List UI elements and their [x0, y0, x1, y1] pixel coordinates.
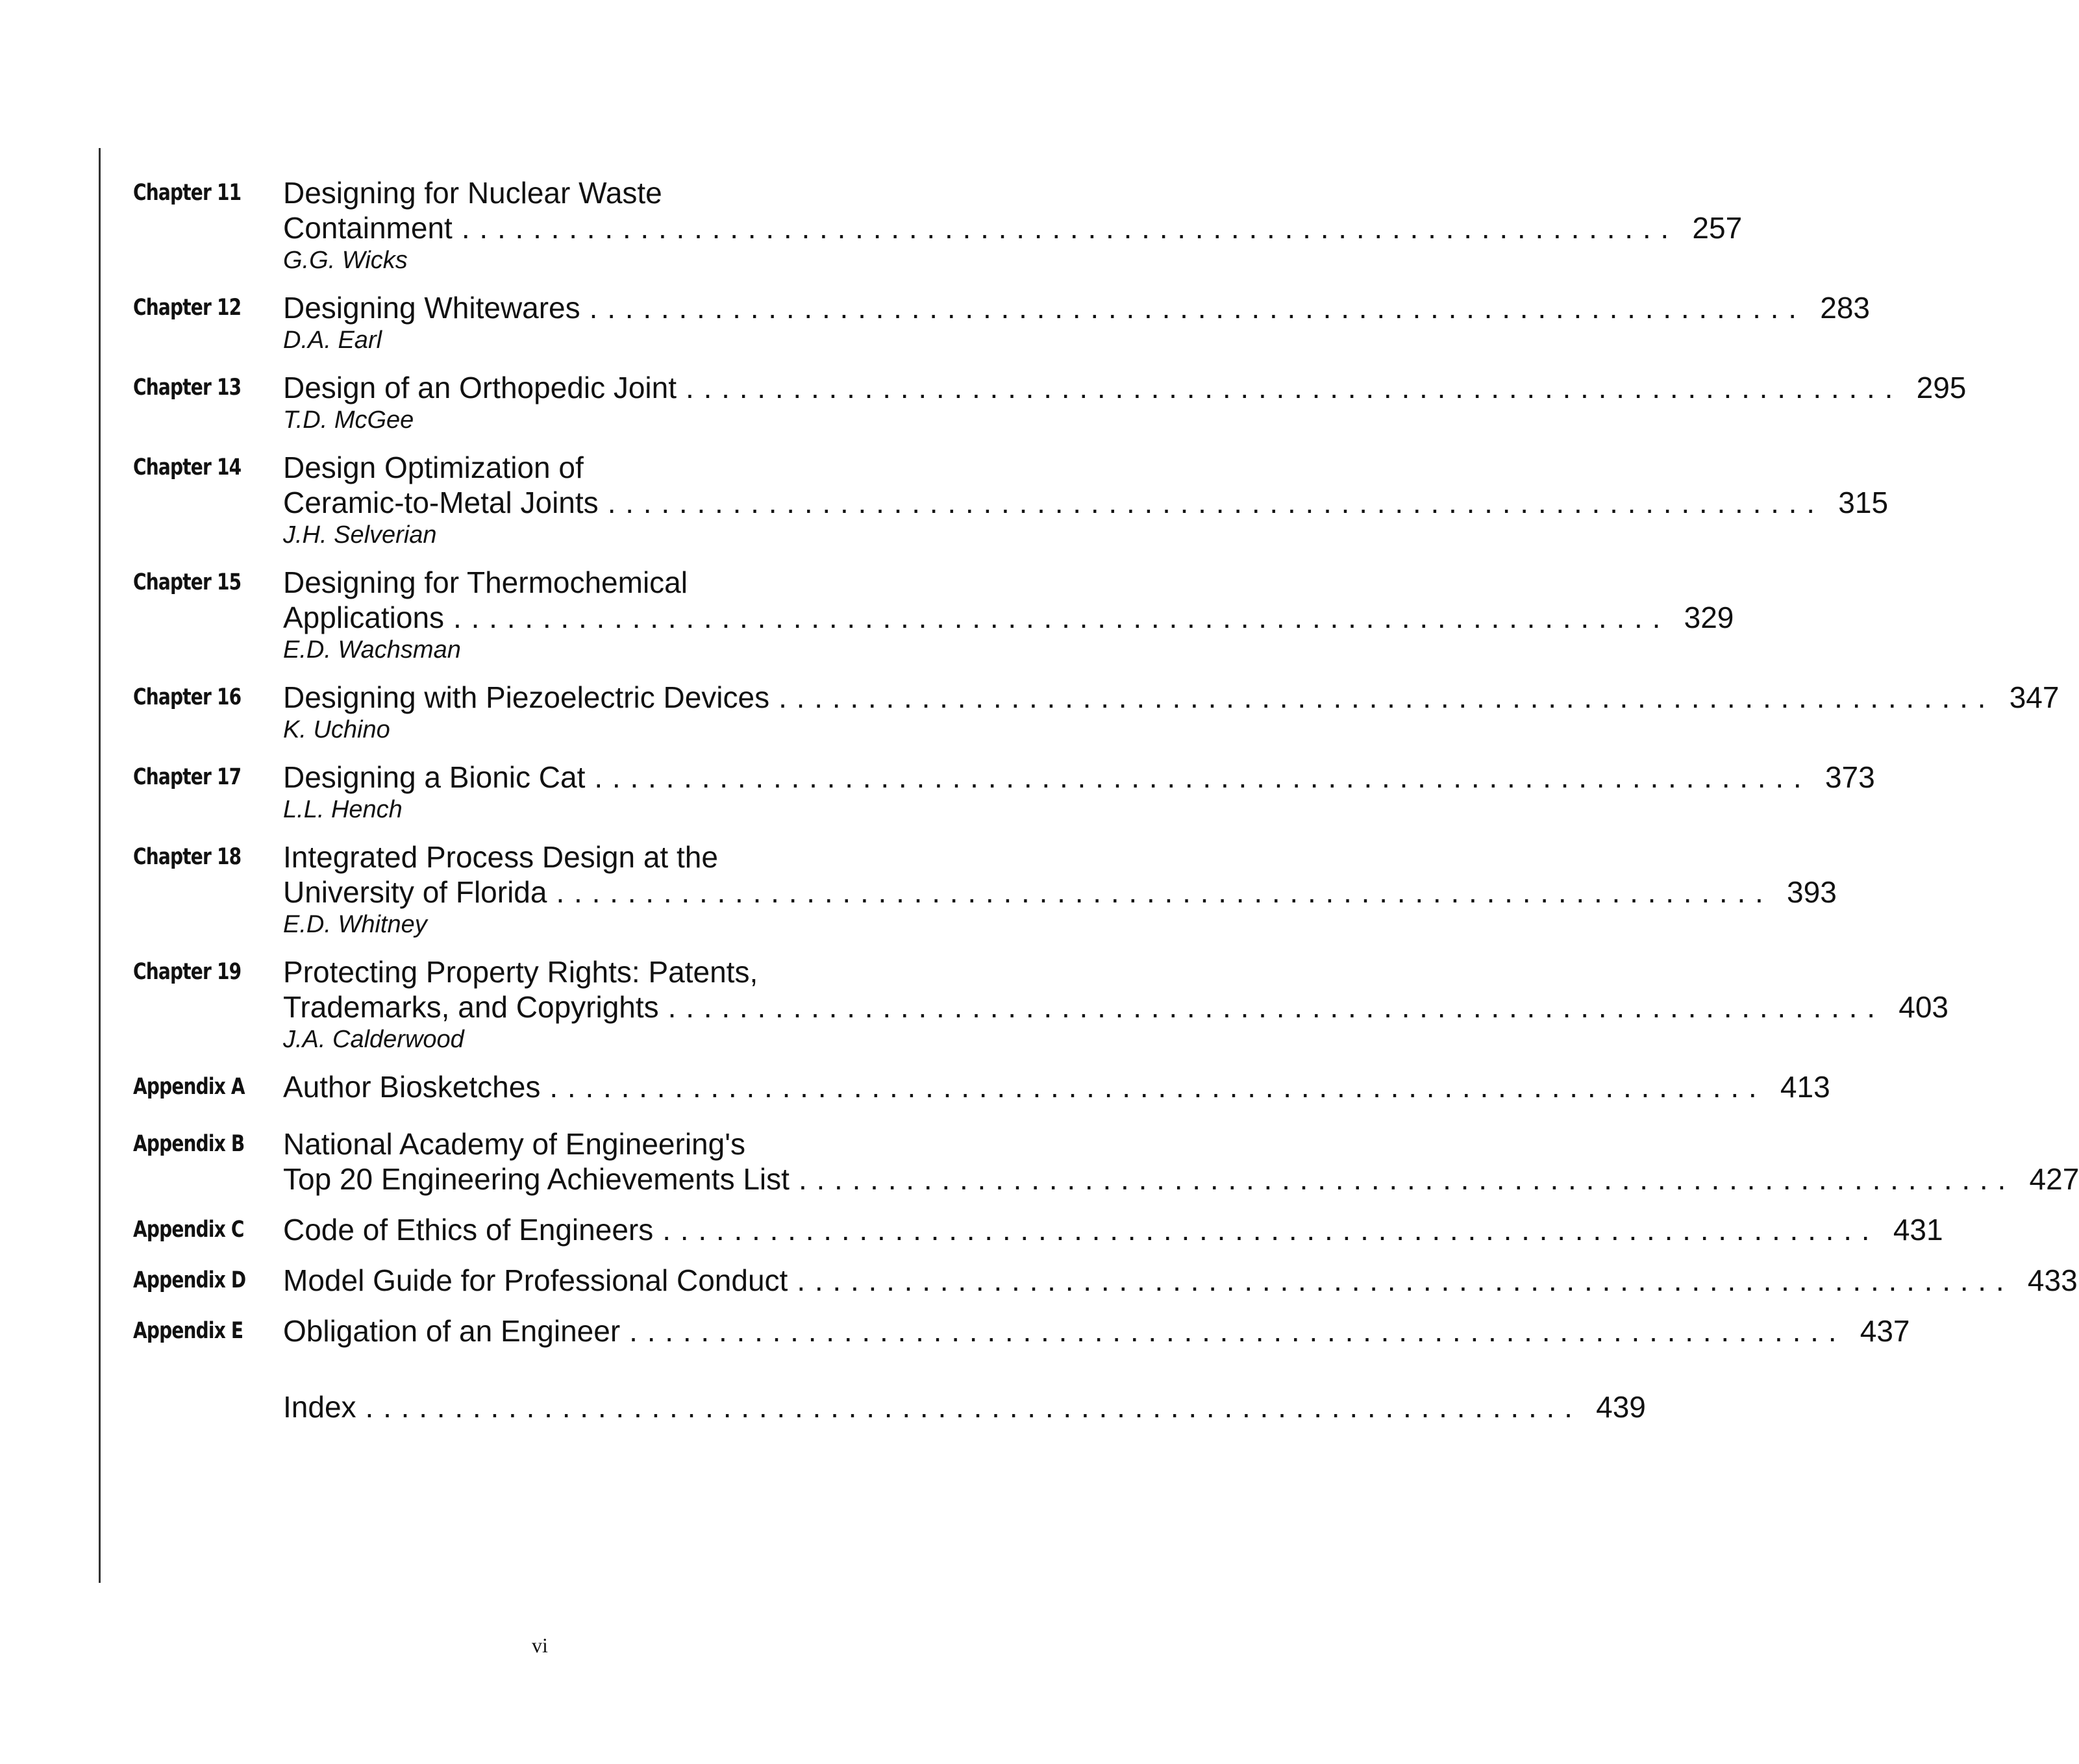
entry-label: Chapter 15: [133, 569, 242, 595]
index-title: Index: [283, 1390, 356, 1424]
entry-title-last-line: [283, 485, 1888, 520]
toc-entry-appendix-d[interactable]: [133, 1263, 2078, 1298]
entry-label: Chapter 17: [133, 764, 242, 790]
entry-title-line: Integrated Process Design at the: [283, 840, 718, 874]
entry-title-line: Design Optimization of: [283, 451, 584, 484]
page-number: 373: [1824, 760, 1875, 794]
dot-leader: [540, 1069, 1757, 1104]
entry-title-line: Code of Ethics of Engineers: [283, 1213, 654, 1247]
entry-title-line: Containment: [283, 211, 453, 245]
page-number: 283: [1820, 291, 1870, 325]
page-number: 403: [1898, 990, 1948, 1024]
toc-entry-chapter-16[interactable]: [133, 680, 2060, 745]
entry-body: [283, 760, 1875, 825]
entry-author: E.D. Whitney: [283, 911, 427, 938]
entry-title-last-line: [283, 370, 1966, 405]
entry-body: [283, 1212, 1943, 1247]
entry-body: [283, 680, 2059, 745]
entry-title-line: Design of an Orthopedic Joint: [283, 371, 677, 404]
dot-leader: [585, 760, 1802, 795]
entry-label: Appendix A: [133, 1074, 245, 1100]
toc-entry-chapter-17[interactable]: [133, 760, 1875, 825]
toc-entry-appendix-c[interactable]: [133, 1212, 1943, 1247]
entry-title-line: Designing a Bionic Cat: [283, 760, 586, 794]
toc-entry-index[interactable]: [133, 1389, 1646, 1424]
entry-body: [283, 1126, 2079, 1197]
entry-title-line: Protecting Property Rights: Patents,: [283, 955, 758, 989]
entry-title-last-line: [283, 1389, 1646, 1424]
toc-entry-chapter-14[interactable]: [133, 450, 1889, 550]
entry-label: Appendix C: [133, 1217, 244, 1243]
entry-title-line: Designing with Piezoelectric Devices: [283, 680, 770, 714]
entry-title-line: National Academy of Engineering's: [283, 1127, 745, 1161]
entry-label: Appendix E: [133, 1318, 243, 1344]
entry-title-line: Obligation of an Engineer: [283, 1314, 621, 1348]
dot-leader: [620, 1313, 1837, 1348]
entry-body: [283, 450, 1888, 550]
page-number: 347: [2009, 680, 2060, 714]
entry-title-last-line: [283, 210, 1742, 245]
entry-body: [283, 565, 1734, 665]
entry-body: [283, 175, 1742, 275]
dot-leader: [790, 1162, 2006, 1197]
entry-label: Chapter 12: [133, 295, 242, 321]
dot-leader: [453, 210, 1669, 245]
dot-leader: [677, 370, 1893, 405]
entry-label: Chapter 13: [133, 375, 242, 401]
entry-title-last-line: [283, 1212, 1943, 1247]
entry-author: T.D. McGee: [283, 406, 414, 434]
entry-title-last-line: [283, 875, 1837, 910]
toc-entry-chapter-12[interactable]: [133, 290, 1870, 355]
toc-entry-appendix-a[interactable]: [133, 1069, 1830, 1104]
page-number: 431: [1893, 1213, 1943, 1247]
page-number: 329: [1684, 601, 1734, 634]
entry-author: L.L. Hench: [283, 796, 403, 823]
dot-leader: [599, 485, 1815, 520]
margin-rule: [99, 148, 101, 1583]
toc-entry-appendix-e[interactable]: [133, 1313, 1910, 1348]
dot-leader: [444, 600, 1661, 635]
entry-author: G.G. Wicks: [283, 247, 408, 274]
entry-author: D.A. Earl: [283, 327, 382, 354]
entry-title-line: Ceramic-to-Metal Joints: [283, 486, 599, 519]
entry-title-line: Author Biosketches: [283, 1070, 541, 1104]
entry-title-last-line: [283, 760, 1875, 795]
entry-body: [283, 370, 1966, 435]
entry-title-last-line: [283, 1069, 1830, 1104]
entry-title-line: Top 20 Engineering Achievements List: [283, 1162, 790, 1196]
dot-leader: [788, 1263, 2004, 1298]
toc-entry-chapter-13[interactable]: [133, 370, 1967, 435]
entry-title-line: Model Guide for Professional Conduct: [283, 1263, 788, 1297]
entry-title-last-line: [283, 290, 1870, 325]
entry-label: Chapter 11: [133, 180, 242, 206]
entry-label: Appendix B: [133, 1131, 245, 1157]
entry-label: Appendix D: [133, 1267, 246, 1293]
entry-title-last-line: [283, 1162, 2079, 1197]
entry-title-last-line: [283, 1313, 1910, 1348]
entry-body: [283, 1313, 1910, 1348]
entry-title-line: Designing for Thermochemical: [283, 565, 688, 599]
entry-title-line: Designing Whitewares: [283, 291, 580, 325]
dot-leader: [769, 680, 1986, 715]
dot-leader: [580, 290, 1797, 325]
entry-body: [283, 839, 1837, 939]
dot-leader: [659, 989, 1876, 1025]
page-number: 393: [1787, 875, 1837, 909]
page-number: 437: [1860, 1314, 1910, 1348]
entry-body: [283, 290, 1870, 355]
entry-label: Chapter 14: [133, 454, 242, 480]
page-number: 439: [1596, 1390, 1646, 1424]
entry-title-line: University of Florida: [283, 875, 547, 909]
entry-body: [283, 1069, 1830, 1104]
dot-leader: [547, 875, 1763, 910]
entry-label: Chapter 18: [133, 844, 242, 870]
page-number: 257: [1692, 211, 1743, 245]
page-number: 413: [1780, 1070, 1830, 1104]
entry-body: [283, 1389, 1646, 1424]
entry-body: [283, 1263, 2078, 1298]
toc-entry-chapter-19[interactable]: [133, 954, 1948, 1054]
entry-author: J.H. Selverian: [283, 521, 437, 549]
dot-leader: [356, 1389, 1573, 1424]
entry-author: J.A. Calderwood: [283, 1026, 464, 1053]
entry-title-line: Designing for Nuclear Waste: [283, 176, 662, 210]
entry-title-last-line: [283, 600, 1734, 635]
toc-entry-appendix-b[interactable]: [133, 1126, 2079, 1197]
entry-title-last-line: [283, 1263, 2078, 1298]
entry-author: K. Uchino: [283, 716, 390, 743]
entry-label: Chapter 16: [133, 684, 242, 710]
dot-leader: [653, 1212, 1870, 1247]
table-of-contents: [133, 175, 2079, 1439]
entry-author: E.D. Wachsman: [283, 636, 461, 664]
entry-body: [283, 954, 1948, 1054]
entry-title-last-line: [283, 989, 1948, 1025]
page-folio: vi: [532, 1634, 548, 1657]
entry-title-line: Applications: [283, 601, 445, 634]
entry-title-line: Trademarks, and Copyrights: [283, 990, 659, 1024]
toc-entry-chapter-15[interactable]: [133, 565, 1734, 665]
toc-entry-chapter-11[interactable]: [133, 175, 1743, 275]
toc-entry-chapter-18[interactable]: [133, 839, 1837, 939]
page-number: 295: [1916, 371, 1967, 404]
page-number: 315: [1838, 486, 1889, 519]
page-number: 433: [2027, 1263, 2078, 1297]
entry-label: Chapter 19: [133, 959, 242, 985]
page-number: 427: [2029, 1162, 2079, 1196]
entry-title-last-line: [283, 680, 2059, 715]
